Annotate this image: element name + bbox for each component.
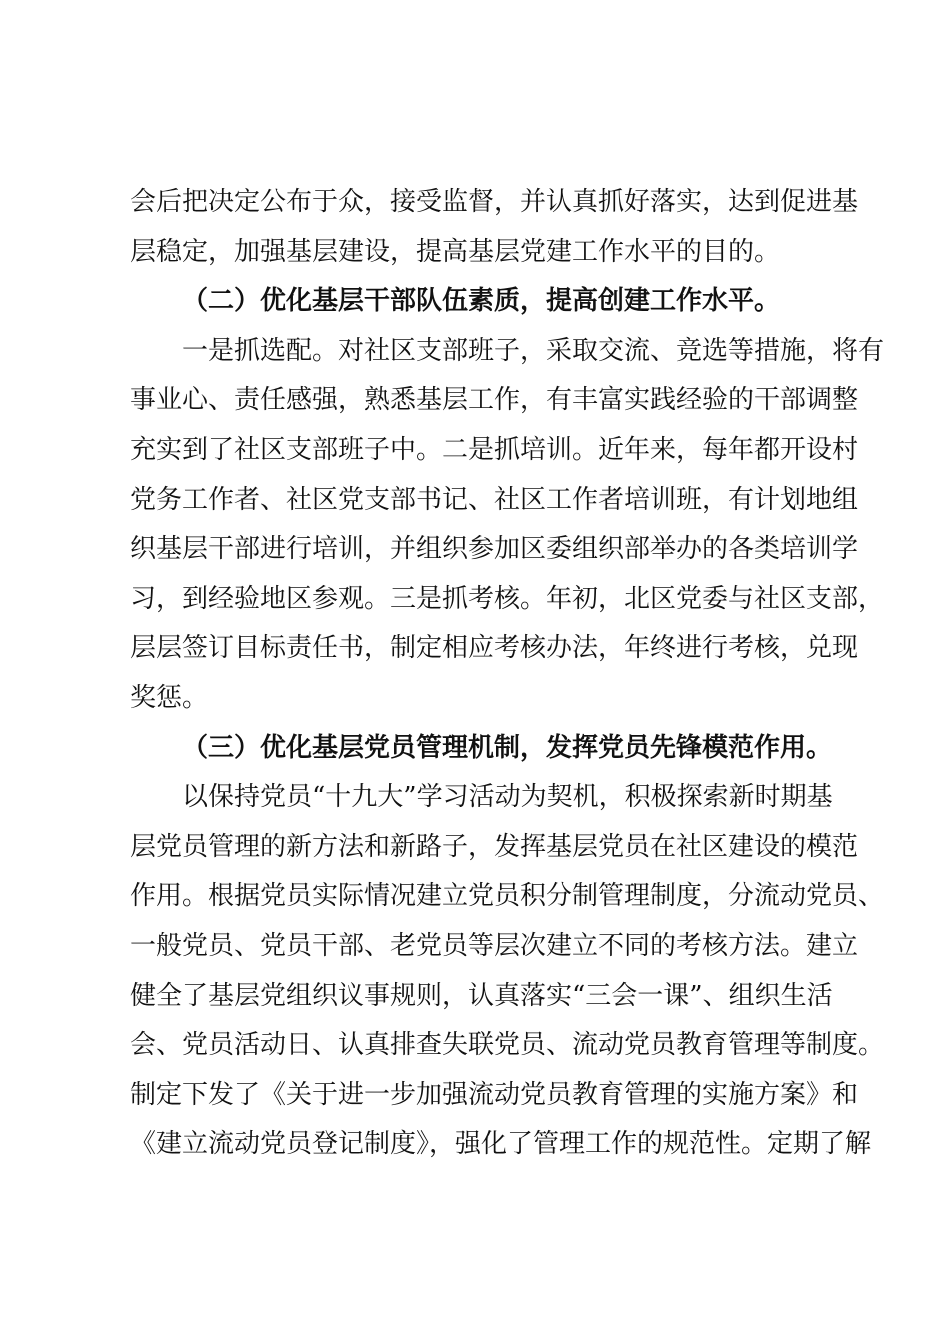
text-line: 习，到经验地区参观。三是抓考核。年初，北区党委与社区支部， [130,583,885,614]
text-line: 健全了基层党组织议事规则，认真落实“三会一课”、组织生活 [130,980,833,1011]
text-line: 层层签订目标责任书，制定相应考核办法，年终进行考核，兑现 [130,633,859,664]
text-line: 制定下发了《关于进一步加强流动党员教育管理的实施方案》和 [130,1079,859,1110]
heading-text: （二）优化基层干部队伍素质，提高创建工作水平。 [182,286,781,317]
section-heading-2 [130,277,830,327]
text-line: 一是抓选配。对社区支部班子，采取交流、竞选等措施，将有 [182,335,885,366]
section-heading-3 [130,724,833,774]
text-line: 一般党员、党员干部、老党员等层次建立不同的考核方法。建立 [130,930,859,961]
paragraph-cadre-quality [130,327,885,724]
text-line: 充实到了社区支部班子中。二是抓培训。近年来，每年都开设村 [130,434,859,465]
text-line: 《建立流动党员登记制度》，强化了管理工作的规范性。定期了解 [130,1129,872,1160]
text-line: 党务工作者、社区党支部书记、社区工作者培训班，有计划地组 [130,484,859,515]
text-line: 奖惩。 [130,682,209,713]
text-line: 作用。根据党员实际情况建立党员积分制管理制度，分流动党员、 [130,881,885,912]
text-line: 层党员管理的新方法和新路子，发挥基层党员在社区建设的模范 [130,831,859,862]
document-body [130,178,885,1170]
heading-text: （三）优化基层党员管理机制，发挥党员先锋模范作用。 [182,732,833,763]
text-line: 会、党员活动日、认真排查失联党员、流动党员教育管理等制度。 [130,1030,885,1061]
text-line: 事业心、责任感强，熟悉基层工作，有丰富实践经验的干部调整 [130,385,859,416]
paragraph-member-management [130,773,885,1170]
text-line: 织基层干部进行培训，并组织参加区委组织部举办的各类培训学 [130,534,859,565]
text-line: 层稳定，加强基层建设，提高基层党建工作水平的目的。 [130,236,781,267]
text-line: 以保持党员“十九大”学习活动为契机，积极探索新时期基 [182,782,833,813]
paragraph-continuation [130,178,859,277]
text-line: 会后把决定公布于众，接受监督，并认真抓好落实，达到促进基 [130,187,859,217]
